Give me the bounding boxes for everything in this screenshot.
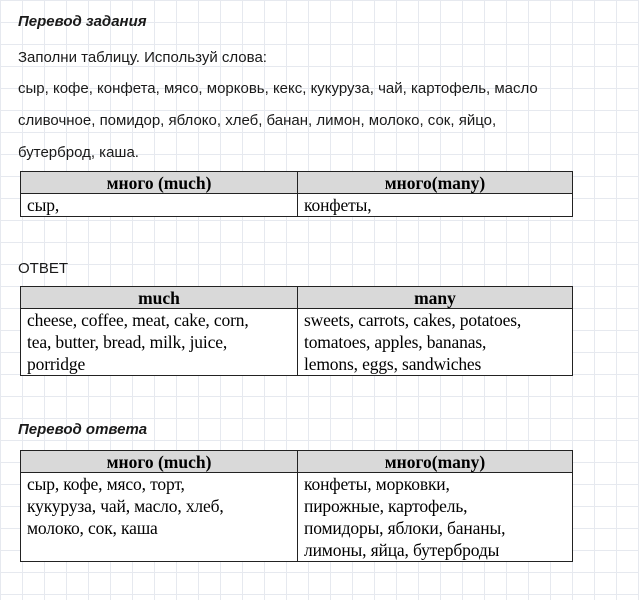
answer-heading: ОТВЕТ [18,260,69,277]
cell-line: tomatoes, apples, bananas, [304,332,487,352]
column-header-much: much [21,287,298,309]
column-header-much: много (much) [21,451,298,473]
task-words-line-3: бутерброд, каша. [18,144,139,161]
cell-line: лимоны, яйца, бутерброды [304,540,500,560]
task-words-line-1: сыр, кофе, конфета, мясо, морковь, кекс, кукуруза, чай, картофель, масло [18,80,538,97]
cell-much [21,473,298,562]
translation-table [20,450,573,562]
cell-line: lemons, eggs, sandwiches [304,354,482,374]
cell-many [298,473,573,562]
cell-many [298,194,573,217]
column-header-much: много (much) [21,172,298,194]
translation-heading: Перевод ответа [18,421,148,438]
cell-much [21,309,298,376]
cell-line: кукуруза, чай, масло, хлеб, [27,496,224,516]
table-header-row [21,451,573,473]
task-words-line-2: сливочное, помидор, яблоко, хлеб, банан, лимон, молоко, сок, яйцо, [18,112,497,129]
cell-much [21,194,298,217]
cell-line: sweets, carrots, cakes, potatoes, [304,310,522,330]
cell-line: конфеты, [304,195,372,215]
table-header-row [21,172,573,194]
table-row [21,309,573,376]
task-instruction: Заполни таблицу. Используй слова: [18,49,267,66]
cell-line: пирожные, картофель, [304,496,468,516]
cell-line: сыр, кофе, мясо, торт, [27,474,185,494]
cell-many [298,309,573,376]
cell-line: помидоры, яблоки, бананы, [304,518,506,538]
cell-line: конфеты, морковки, [304,474,450,494]
cell-line: porridge [27,354,86,374]
column-header-many: many [298,287,573,309]
cell-line: молоко, сок, каша [27,518,158,538]
cell-line: tea, butter, bread, milk, juice, [27,332,228,352]
task-heading: Перевод задания [18,13,147,30]
table-row [21,473,573,562]
table-header-row [21,287,573,309]
task-table [20,171,573,217]
table-row [21,194,573,217]
column-header-many: много(many) [298,172,573,194]
column-header-many: много(many) [298,451,573,473]
cell-line: сыр, [27,195,60,215]
answer-table [20,286,573,376]
cell-line: cheese, coffee, meat, cake, corn, [27,310,249,330]
